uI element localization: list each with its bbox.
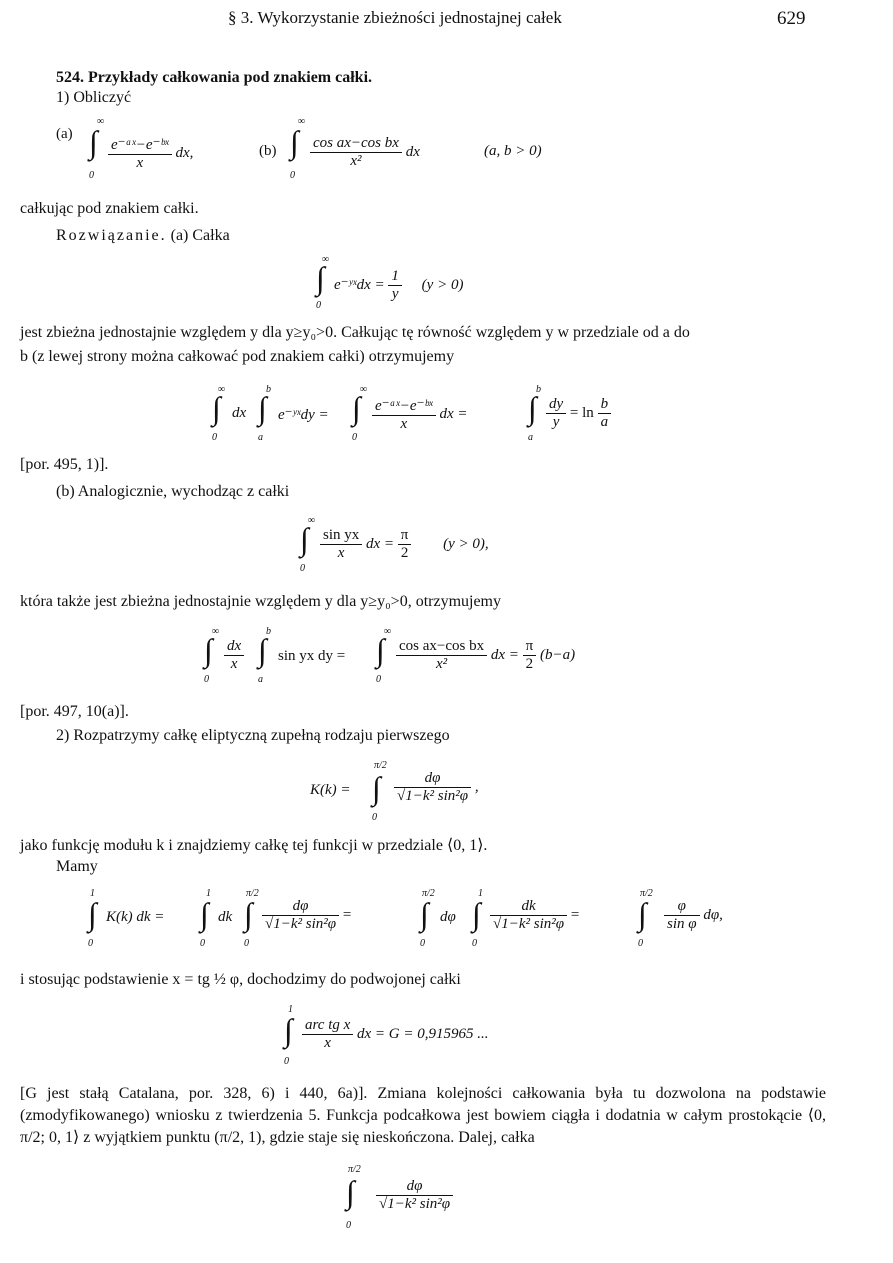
- section-heading: [56, 68, 372, 88]
- lower-limit: 0: [638, 938, 643, 949]
- lower-limit: 0: [472, 938, 477, 949]
- eq1-condition: (y > 0): [421, 276, 464, 293]
- denominator: x: [337, 545, 345, 561]
- integral-sign: ∫: [89, 124, 98, 160]
- eq6-part3: =: [342, 906, 352, 923]
- numerator: e⁻ᵃˣ−e⁻ᵇˣ: [108, 135, 172, 155]
- eq1-body: e⁻ʸˣdx =: [334, 276, 385, 293]
- numerator: dy: [546, 396, 566, 414]
- integral-sign: ∫: [316, 260, 325, 296]
- upper-limit: b: [266, 626, 271, 637]
- upper-limit: b: [266, 384, 271, 395]
- denominator: 2: [525, 656, 534, 672]
- ex2-para2: i stosując podstawienie x = tg ½ φ, dochodzimy do podwojonej całki: [20, 971, 461, 988]
- lower-limit: 0: [284, 1056, 289, 1067]
- eq-ab: [56, 126, 73, 143]
- fraction: [490, 898, 567, 933]
- section-number: 524.: [56, 69, 84, 86]
- integral-sign: ∫: [346, 1174, 355, 1210]
- denominator: y: [391, 286, 399, 302]
- numerator: 1: [388, 268, 402, 286]
- upper-limit: 1: [478, 888, 483, 899]
- eq6-part2: dk: [218, 909, 233, 925]
- eq7-part: dx = G = 0,915965 ...: [357, 1025, 489, 1042]
- integral-sign: ∫: [284, 1012, 293, 1048]
- upper-limit: ∞: [212, 626, 220, 637]
- running-title: § 3. Wykorzystanie zbieżności jednostajnej całek: [228, 8, 562, 27]
- denominator: x²: [435, 656, 448, 672]
- lower-limit: 0: [89, 170, 94, 181]
- numerator: e⁻ᵃˣ−e⁻ᵇˣ: [372, 396, 436, 416]
- denominator: a: [600, 414, 609, 430]
- denominator: √1−k² sin²φ: [379, 1196, 451, 1212]
- eq4-frac1: [224, 638, 244, 673]
- b-intro: (b) Analogicznie, wychodząc z całki: [56, 483, 290, 500]
- denominator: x: [230, 656, 238, 672]
- integral-sign: ∫: [300, 521, 309, 557]
- upper-limit: π/2: [246, 888, 259, 899]
- fraction: [224, 638, 244, 673]
- eq5-lhs: K(k) =: [310, 782, 351, 798]
- fraction: [394, 770, 471, 805]
- upper-limit: ∞: [218, 384, 226, 395]
- numerator: π: [523, 638, 537, 656]
- eq2-part2: e⁻ʸˣdy =: [278, 407, 329, 423]
- lower-limit: a: [258, 432, 263, 443]
- denominator: x²: [350, 153, 362, 169]
- numerator: dφ: [394, 770, 471, 788]
- lower-limit: a: [258, 674, 263, 685]
- integral-sign: ∫: [372, 770, 381, 806]
- numerator: φ: [664, 898, 700, 916]
- numerator: arc tg x: [302, 1017, 353, 1035]
- page-number: 629: [777, 8, 806, 29]
- differential: dx,: [175, 144, 194, 161]
- integral-sign: ∫: [472, 896, 481, 932]
- eq2-part3: dx =: [439, 405, 468, 422]
- section-title: Przykłady całkowania pod znakiem całki.: [88, 69, 373, 86]
- eq4-part2: dx =: [490, 646, 519, 663]
- eq4-part3: (b−a): [539, 646, 576, 663]
- lower-limit: 0: [212, 432, 217, 443]
- integrand-a: [108, 135, 193, 172]
- denominator: y: [552, 414, 560, 430]
- lower-limit: 0: [300, 563, 305, 574]
- denominator: √1−k² sin²φ: [493, 916, 565, 932]
- fraction: [310, 135, 402, 170]
- eq6-part4: dφ: [440, 909, 456, 925]
- upper-limit: π/2: [422, 888, 435, 899]
- eq3-condition: (y > 0),: [443, 535, 489, 552]
- lower-limit: a: [528, 432, 533, 443]
- mamy: Mamy: [56, 858, 98, 875]
- integral-sign: ∫: [200, 896, 209, 932]
- integrand-b: [310, 135, 420, 170]
- upper-limit: ∞: [360, 384, 368, 395]
- eq3: [320, 527, 489, 562]
- integral-sign: ∫: [290, 124, 299, 160]
- denominator: x: [400, 416, 408, 432]
- upper-limit: π/2: [374, 760, 387, 771]
- denominator: sin φ: [667, 916, 697, 932]
- lower-limit: 0: [244, 938, 249, 949]
- fraction: [598, 396, 612, 431]
- numerator: dφ: [376, 1178, 453, 1196]
- lower-limit: 0: [290, 170, 295, 181]
- eq4-part1: sin yx dy =: [278, 648, 346, 664]
- numerator: cos ax−cos bx: [310, 135, 402, 153]
- fraction: [398, 527, 412, 562]
- fraction: [262, 898, 339, 933]
- eq7: [302, 1017, 489, 1052]
- eq6-part6: dφ,: [703, 906, 723, 923]
- numerator: dk: [490, 898, 567, 916]
- integral-sign: ∫: [212, 390, 221, 426]
- integral-sign: ∫: [638, 896, 647, 932]
- integral-sign: ∫: [204, 632, 213, 668]
- upper-limit: π/2: [348, 1164, 361, 1175]
- upper-limit: ∞: [322, 254, 330, 265]
- eq6-frac1: [262, 898, 351, 933]
- eq2-middle: [372, 396, 468, 433]
- integral-sign: ∫: [258, 632, 267, 668]
- solution-word: Rozwiązanie.: [56, 227, 167, 244]
- label-b: (b): [259, 143, 277, 159]
- eq2-part1: dx: [232, 405, 247, 421]
- upper-limit: b: [536, 384, 541, 395]
- upper-limit: 1: [206, 888, 211, 899]
- fraction: [302, 1017, 353, 1052]
- integral-sign: ∫: [244, 896, 253, 932]
- ex2-para1: jako funkcję modułu k i znajdziemy całkę tej funkcji w przedziale ⟨0, 1⟩.: [20, 837, 488, 854]
- eq6-part5: =: [570, 906, 580, 923]
- integral-sign: ∫: [352, 390, 361, 426]
- para3: która także jest zbieżna jednostajnie względem y dla y≥y₀>0, otrzymujemy: [20, 593, 501, 610]
- lower-limit: 0: [352, 432, 357, 443]
- upper-limit: ∞: [384, 626, 392, 637]
- eq6-frac3: [664, 898, 723, 933]
- numerator: dφ: [262, 898, 339, 916]
- eq4-end: [396, 638, 575, 673]
- ex1-intro: 1) Obliczyć: [56, 89, 132, 106]
- lower-limit: 0: [376, 674, 381, 685]
- eq8: [376, 1178, 453, 1213]
- label-a: (a): [56, 126, 73, 142]
- eq6-frac2: [490, 898, 579, 933]
- fraction: [523, 638, 537, 673]
- fraction: [664, 898, 700, 933]
- fraction: [376, 1178, 453, 1213]
- upper-limit: 1: [288, 1004, 293, 1015]
- integral-sign: ∫: [88, 896, 97, 932]
- fraction: [108, 135, 172, 172]
- upper-limit: 1: [90, 888, 95, 899]
- ref1: [por. 495, 1)].: [20, 456, 109, 473]
- fraction: [396, 638, 487, 673]
- denominator: x: [324, 1035, 331, 1051]
- ref2: [por. 497, 10(a)].: [20, 703, 129, 720]
- solution-line: [56, 226, 230, 246]
- numerator: sin yx: [320, 527, 362, 545]
- fraction: [372, 396, 436, 433]
- numerator: b: [598, 396, 612, 414]
- upper-limit: ∞: [308, 515, 316, 526]
- upper-limit: π/2: [640, 888, 653, 899]
- eq6-part1: K(k) dk =: [106, 909, 165, 925]
- ex2-intro: 2) Rozpatrzymy całkę eliptyczną zupełną rodzaju pierwszego: [56, 727, 450, 744]
- eq3-part: dx =: [366, 535, 395, 552]
- integral-sign: ∫: [258, 390, 267, 426]
- eq2-part4: = ln: [569, 404, 594, 421]
- upper-limit: ∞: [298, 116, 306, 127]
- denominator: x: [136, 155, 144, 171]
- ex2-para3: [G jest stałą Catalana, por. 328, 6) i 440, 6a)]. Zmiana kolejności całkowania była tu dozwolona na podstawie (zmodyfikowanego) wniosku z twierdzenia 5. Funkcja podcałkowa jest bowiem ciągła i dodatnia w całym prostokącie ⟨0, π/2; 0, 1⟩ z wyjątkiem punktu (π/2, 1), gdzie staje się nieskończona. Dalej, całka: [20, 1085, 826, 1146]
- lower-limit: 0: [346, 1220, 351, 1231]
- para2: b (z lewej strony można całkować pod znakiem całki) otrzymujemy: [20, 348, 455, 365]
- differential: dx: [405, 143, 420, 160]
- integral-sign: ∫: [528, 390, 537, 426]
- integral-sign: ∫: [420, 896, 429, 932]
- para1: jest zbieżna jednostajnie względem y dla y≥y₀>0. Całkując tę równość względem y w przedziale od a do: [20, 324, 690, 341]
- denominator: √1−k² sin²φ: [265, 916, 337, 932]
- eq5-tail: ,: [474, 778, 479, 795]
- eq2-end: [546, 396, 611, 431]
- eq1: [334, 268, 463, 303]
- integral-sign: ∫: [376, 632, 385, 668]
- lower-limit: 0: [204, 674, 209, 685]
- numerator: dx: [224, 638, 244, 656]
- solution-rest: (a) Całka: [166, 227, 230, 244]
- numerator: cos ax−cos bx: [396, 638, 487, 656]
- condition: (a, b > 0): [484, 143, 542, 159]
- fraction: [388, 268, 402, 303]
- lower-limit: 0: [316, 300, 321, 311]
- lower-limit: 0: [372, 812, 377, 823]
- after-text: całkując pod znakiem całki.: [20, 200, 199, 217]
- lower-limit: 0: [200, 938, 205, 949]
- lower-limit: 0: [88, 938, 93, 949]
- denominator: 2: [400, 545, 409, 561]
- fraction: [320, 527, 362, 562]
- fraction: [546, 396, 566, 431]
- eq5-frac: [394, 770, 479, 805]
- denominator: √1−k² sin²φ: [397, 788, 469, 804]
- upper-limit: ∞: [97, 116, 105, 127]
- numerator: π: [398, 527, 412, 545]
- lower-limit: 0: [420, 938, 425, 949]
